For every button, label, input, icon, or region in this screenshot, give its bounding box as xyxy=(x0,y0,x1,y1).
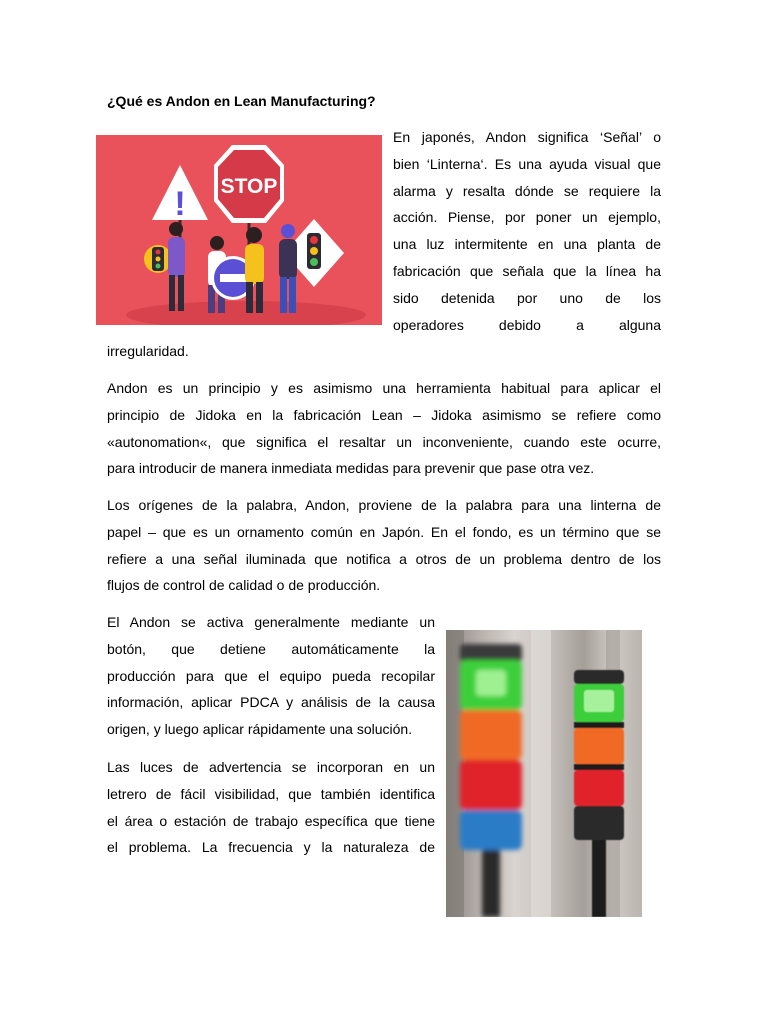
stop-sign-text: STOP xyxy=(220,175,278,198)
text-line: el problema. La frecuencia y la naturaleza de xyxy=(107,839,435,856)
text-line: Las luces de advertencia se incorporan en un xyxy=(107,759,435,775)
text-line: acción. Piense, por poner un ejemplo, xyxy=(393,209,661,226)
text-line: alarma y resalta dónde se requiere la xyxy=(393,182,661,199)
paragraph-warning-lights xyxy=(107,754,435,861)
text-line: irregularidad. xyxy=(107,343,189,359)
text-line: principio de Jidoka en la fabricación Lean – Jidoka asimismo se refiere como xyxy=(107,406,661,423)
paragraph-origins xyxy=(107,492,661,599)
text-line: flujos de control de calidad o de producción. xyxy=(107,577,381,594)
andon-tower-lights-photo xyxy=(446,630,642,917)
text-line: para introducir de manera inmediata medidas para prevenir que pase otra vez. xyxy=(107,460,595,477)
text-line: El Andon se activa generalmente mediante un xyxy=(107,614,435,630)
text-line: «autonomation«, que significa el resaltar un inconveniente, cuando este ocurre, xyxy=(107,433,661,450)
text-line: botón, que detiene automáticamente la xyxy=(107,640,435,657)
paragraph-intro xyxy=(393,124,661,338)
text-line: una luz intermitente en una planta de xyxy=(393,236,661,253)
text-line: refiere a una señal iluminada que notifica a otros de un problema dentro de los xyxy=(107,550,661,567)
illustration-svg xyxy=(96,135,382,325)
text-line: producción para que el equipo pueda recopilar xyxy=(107,667,435,684)
paragraph-activation xyxy=(107,609,435,743)
tower-light-left xyxy=(460,644,522,917)
text-line: información, aplicar PDCA y análisis de la causa xyxy=(107,694,435,711)
text-line: bien ‘Linterna‘. Es una ayuda visual que xyxy=(393,155,661,172)
text-line: sido detenida por uno de los xyxy=(393,289,661,306)
paragraph-intro-tail xyxy=(107,338,661,365)
text-line: papel – que es un ornamento común en Japón. En el fondo, es un término que se xyxy=(107,523,661,540)
text-line: origen, y luego aplicar rápidamente una solución. xyxy=(107,721,413,738)
text-line: Los orígenes de la palabra, Andon, proviene de la palabra para una linterna de xyxy=(107,497,661,513)
text-line: el área o estación de trabajo específica que tiene xyxy=(107,812,435,829)
text-line: En japonés, Andon significa ‘Señal’ o xyxy=(393,129,661,145)
text-line: operadores debido a alguna xyxy=(393,316,661,333)
warning-symbol: ! xyxy=(174,185,186,223)
andon-tower-light-icon xyxy=(446,630,642,917)
document-title: ¿Qué es Andon en Lean Manufacturing? xyxy=(107,93,376,109)
text-line: letrero de fácil visibilidad, que también identifica xyxy=(107,785,435,802)
traffic-light-icon xyxy=(144,245,172,273)
paragraph-principle xyxy=(107,375,661,482)
andon-signals-illustration xyxy=(96,135,382,325)
text-line: Andon es un principio y es asimismo una herramienta habitual para aplicar el xyxy=(107,380,661,396)
text-line: fabricación que señala que la línea ha xyxy=(393,262,661,279)
